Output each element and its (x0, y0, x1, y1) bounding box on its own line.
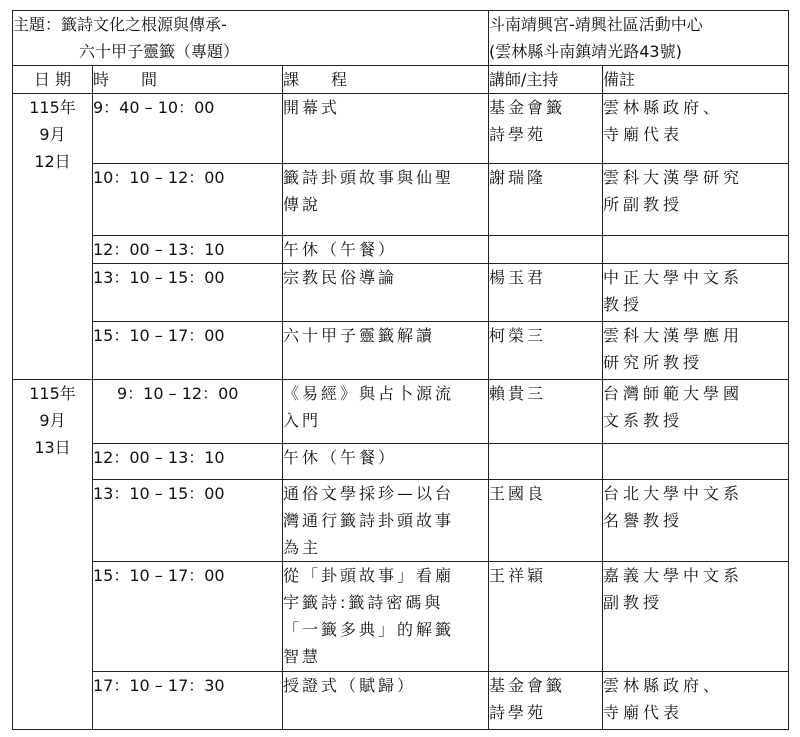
session-course (283, 164, 489, 236)
session-note (603, 236, 789, 264)
date-cell (13, 94, 93, 380)
session-course-line: 宇籤詩:籤詩密碼與 (283, 593, 444, 612)
header-speaker: 講師/主持 (489, 66, 603, 94)
session-note (603, 264, 789, 322)
session-time: 9：10 – 12：00 (93, 380, 283, 444)
date-line: 9月 (39, 411, 66, 430)
header-date: 日 期 (13, 66, 93, 94)
session-note-line: 台北大學中文系 (603, 484, 744, 503)
session-speaker-line: 詩學苑 (489, 125, 547, 144)
session-row (13, 164, 789, 236)
session-speaker-line: 柯榮三 (489, 326, 547, 345)
session-note-line: 嘉義大學中文系 (603, 566, 744, 585)
session-course-line: 籤詩卦頭故事與仙聖 (283, 168, 455, 187)
date-line: 115年 (29, 98, 76, 117)
session-course-line: 午休（午餐） (283, 448, 398, 467)
session-course (283, 322, 489, 380)
session-course-line: 灣通行籤詩卦頭故事 (283, 511, 455, 530)
session-course (283, 562, 489, 672)
session-row (13, 380, 789, 444)
session-course-line: 「一籤多典」的解籤 (283, 620, 455, 639)
session-speaker-line: 王國良 (489, 484, 547, 503)
session-speaker (489, 322, 603, 380)
session-note-line: 雲林縣政府、 (603, 676, 724, 695)
session-time: 13：10 – 15：00 (93, 480, 283, 562)
session-speaker (489, 236, 603, 264)
session-speaker (489, 164, 603, 236)
session-time: 17：10 – 17：30 (93, 672, 283, 730)
session-speaker-line: 賴貴三 (489, 384, 547, 403)
session-row (13, 562, 789, 672)
session-note (603, 380, 789, 444)
session-time: 15：10 – 17：00 (93, 562, 283, 672)
session-course (283, 264, 489, 322)
session-course-line: 宗教民俗導論 (283, 268, 398, 287)
session-row (13, 672, 789, 730)
session-course (283, 480, 489, 562)
schedule-table (12, 10, 789, 730)
session-note-line: 文系教授 (603, 411, 684, 430)
session-course-line: 從「卦頭故事」看廟 (283, 566, 455, 585)
session-row (13, 444, 789, 480)
session-course-line: 開幕式 (283, 98, 341, 117)
session-speaker (489, 480, 603, 562)
session-time: 13：10 – 15：00 (93, 264, 283, 322)
theme-line-1: 主題：籤詩文化之根源與傳承- (13, 15, 227, 34)
session-note-line: 雲科大漢學研究 (603, 168, 744, 187)
session-course-line: 智慧 (283, 647, 322, 666)
session-time: 10：10 – 12：00 (93, 164, 283, 236)
date-line: 13日 (34, 438, 71, 457)
session-course-line: 六十甲子靈籤解讀 (283, 326, 436, 345)
session-note (603, 562, 789, 672)
schedule-body (13, 11, 789, 730)
session-course-line: 傳說 (283, 195, 322, 214)
date-line: 115年 (29, 384, 76, 403)
date-line: 9月 (39, 125, 66, 144)
theme-line-2: 六十甲子靈籤（專題） (79, 42, 240, 61)
session-course (283, 380, 489, 444)
session-course (283, 444, 489, 480)
session-course-line: 《易經》與占卜源流 (283, 384, 455, 403)
session-row (13, 480, 789, 562)
venue-cell (489, 11, 789, 66)
session-speaker (489, 672, 603, 730)
header-time: 時 間 (93, 66, 283, 94)
session-speaker-line: 基金會籤 (489, 98, 566, 117)
session-course (283, 672, 489, 730)
session-speaker (489, 562, 603, 672)
date-line: 12日 (34, 152, 71, 171)
venue-line-2: (雲林縣斗南鎮靖光路43號) (489, 42, 682, 61)
session-note-line: 台灣師範大學國 (603, 384, 744, 403)
session-speaker (489, 264, 603, 322)
session-speaker-line: 王祥穎 (489, 566, 547, 585)
venue-line-1: 斗南靖興宮-靖興社區活動中心 (489, 15, 703, 34)
session-note-line: 教授 (603, 295, 644, 314)
session-note-line: 雲林縣政府、 (603, 98, 724, 117)
session-note-line: 所副教授 (603, 195, 684, 214)
session-speaker-line: 謝瑞隆 (489, 168, 547, 187)
session-note (603, 480, 789, 562)
header-note: 備註 (603, 66, 789, 94)
session-note (603, 444, 789, 480)
session-course-line: 通俗文學採珍—以台 (283, 484, 455, 503)
session-note (603, 322, 789, 380)
session-note-line: 中正大學中文系 (603, 268, 744, 287)
session-course-line: 入門 (283, 411, 322, 430)
date-cell (13, 380, 93, 730)
title-row (13, 11, 789, 66)
session-note-line: 寺廟代表 (603, 125, 684, 144)
session-speaker-line: 楊玉君 (489, 268, 547, 287)
session-note (603, 94, 789, 164)
session-row (13, 94, 789, 164)
session-speaker (489, 444, 603, 480)
session-course (283, 94, 489, 164)
column-header-row (13, 66, 789, 94)
session-note-line: 研究所教授 (603, 353, 704, 372)
session-time: 9：40 – 10：00 (93, 94, 283, 164)
session-speaker (489, 380, 603, 444)
session-course-line: 授證式（賦歸） (283, 676, 417, 695)
session-time: 15：10 – 17：00 (93, 322, 283, 380)
session-time: 12：00 – 13：10 (93, 444, 283, 480)
session-note (603, 672, 789, 730)
header-course: 課 程 (283, 66, 489, 94)
session-note (603, 164, 789, 236)
session-course (283, 236, 489, 264)
session-course-line: 午休（午餐） (283, 240, 398, 259)
session-time: 12：00 – 13：10 (93, 236, 283, 264)
session-note-line: 寺廟代表 (603, 703, 684, 722)
session-row (13, 236, 789, 264)
theme-cell (13, 11, 489, 66)
session-note-line: 雲科大漢學應用 (603, 326, 744, 345)
session-row (13, 264, 789, 322)
session-speaker (489, 94, 603, 164)
session-course-line: 為主 (283, 538, 322, 557)
session-note-line: 副教授 (603, 593, 664, 612)
session-note-line: 名譽教授 (603, 511, 684, 530)
session-row (13, 322, 789, 380)
session-speaker-line: 詩學苑 (489, 703, 547, 722)
session-speaker-line: 基金會籤 (489, 676, 566, 695)
